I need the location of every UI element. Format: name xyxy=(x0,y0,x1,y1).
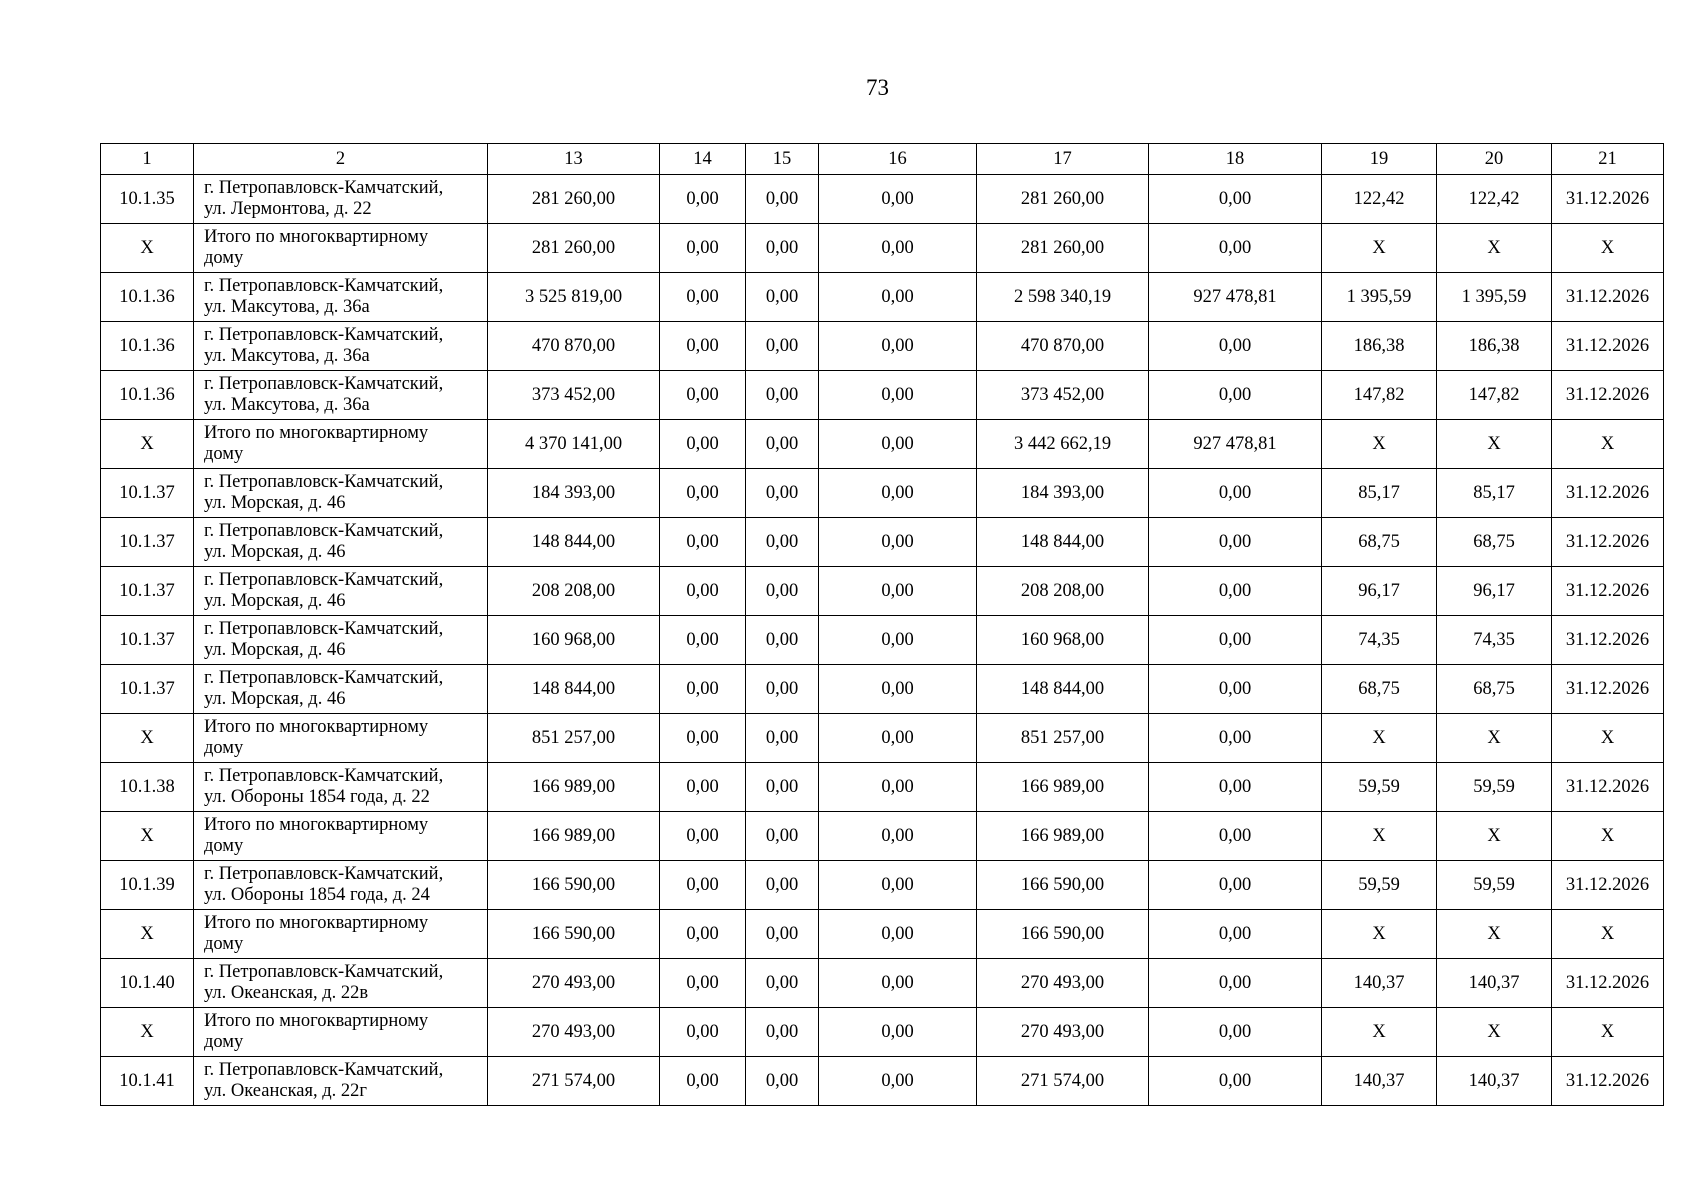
value-cell: 0,00 xyxy=(746,812,819,861)
header-row xyxy=(101,144,1664,175)
value-cell: 0,00 xyxy=(660,910,746,959)
address-line: ул. Обороны 1854 года, д. 24 xyxy=(204,885,430,905)
value-cell: 2 598 340,19 xyxy=(977,273,1149,322)
value-cell: 31.12.2026 xyxy=(1552,861,1664,910)
value-cell: 851 257,00 xyxy=(977,714,1149,763)
value-cell: Х xyxy=(1552,224,1664,273)
value-cell: Х xyxy=(1437,910,1552,959)
value-cell: Х xyxy=(1552,910,1664,959)
value-cell: 166 989,00 xyxy=(488,763,660,812)
address-cell xyxy=(194,1008,488,1057)
value-cell: 0,00 xyxy=(746,910,819,959)
address-line: г. Петропавловск-Камчатский, xyxy=(204,472,444,492)
value-cell: 0,00 xyxy=(746,224,819,273)
table-header xyxy=(101,144,1664,175)
address-line: г. Петропавловск-Камчатский, xyxy=(204,619,444,639)
address-line: г. Петропавловск-Камчатский, xyxy=(204,521,444,541)
value-cell: 96,17 xyxy=(1322,567,1437,616)
item-number-cell: 10.1.37 xyxy=(101,469,194,518)
value-cell: 0,00 xyxy=(746,273,819,322)
item-number-cell: 10.1.37 xyxy=(101,518,194,567)
table-row xyxy=(101,910,1664,959)
value-cell: 148 844,00 xyxy=(488,518,660,567)
address-cell xyxy=(194,665,488,714)
page-number: 73 xyxy=(866,75,889,100)
value-cell: 0,00 xyxy=(746,714,819,763)
value-cell: 927 478,81 xyxy=(1149,273,1322,322)
table-row xyxy=(101,861,1664,910)
value-cell: 0,00 xyxy=(1149,910,1322,959)
value-cell: 166 590,00 xyxy=(977,910,1149,959)
value-cell: 0,00 xyxy=(1149,763,1322,812)
address-line: ул. Морская, д. 46 xyxy=(204,493,346,513)
value-cell: 927 478,81 xyxy=(1149,420,1322,469)
address-line: г. Петропавловск-Камчатский, xyxy=(204,962,444,982)
address-line: г. Петропавловск-Камчатский, xyxy=(204,374,444,394)
table-row xyxy=(101,224,1664,273)
table-row xyxy=(101,273,1664,322)
value-cell: 0,00 xyxy=(746,469,819,518)
value-cell: 0,00 xyxy=(746,763,819,812)
value-cell: 184 393,00 xyxy=(977,469,1149,518)
table-row xyxy=(101,518,1664,567)
value-cell: 0,00 xyxy=(1149,1008,1322,1057)
value-cell: 166 590,00 xyxy=(977,861,1149,910)
table-row xyxy=(101,420,1664,469)
value-cell: 0,00 xyxy=(746,175,819,224)
value-cell: Х xyxy=(1322,224,1437,273)
value-cell: 0,00 xyxy=(746,1057,819,1106)
value-cell: 0,00 xyxy=(1149,567,1322,616)
value-cell: Х xyxy=(1552,714,1664,763)
address-cell xyxy=(194,567,488,616)
value-cell: 0,00 xyxy=(746,322,819,371)
value-cell: 31.12.2026 xyxy=(1552,959,1664,1008)
value-cell: 0,00 xyxy=(746,959,819,1008)
value-cell: 0,00 xyxy=(660,959,746,1008)
address-line: ул. Морская, д. 46 xyxy=(204,542,346,562)
column-header: 15 xyxy=(746,144,819,175)
table-row xyxy=(101,812,1664,861)
value-cell: 166 989,00 xyxy=(977,763,1149,812)
value-cell: 271 574,00 xyxy=(977,1057,1149,1106)
value-cell: 0,00 xyxy=(819,1008,977,1057)
value-cell: 148 844,00 xyxy=(977,665,1149,714)
address-cell xyxy=(194,714,488,763)
value-cell: 166 989,00 xyxy=(977,812,1149,861)
value-cell: 0,00 xyxy=(819,469,977,518)
value-cell: Х xyxy=(1437,224,1552,273)
value-cell: 281 260,00 xyxy=(977,224,1149,273)
table-row xyxy=(101,322,1664,371)
value-cell: 184 393,00 xyxy=(488,469,660,518)
address-cell xyxy=(194,1057,488,1106)
value-cell: 0,00 xyxy=(660,665,746,714)
value-cell: 0,00 xyxy=(819,224,977,273)
value-cell: 0,00 xyxy=(1149,175,1322,224)
value-cell: 147,82 xyxy=(1437,371,1552,420)
value-cell: 0,00 xyxy=(660,469,746,518)
value-cell: 0,00 xyxy=(1149,861,1322,910)
value-cell: 140,37 xyxy=(1437,959,1552,1008)
value-cell: 160 968,00 xyxy=(977,616,1149,665)
value-cell: 208 208,00 xyxy=(977,567,1149,616)
value-cell: 166 590,00 xyxy=(488,910,660,959)
value-cell: 0,00 xyxy=(1149,322,1322,371)
item-number-cell: Х xyxy=(101,224,194,273)
value-cell: 31.12.2026 xyxy=(1552,371,1664,420)
item-number-cell: Х xyxy=(101,714,194,763)
column-header: 16 xyxy=(819,144,977,175)
value-cell: 0,00 xyxy=(660,273,746,322)
value-cell: Х xyxy=(1552,812,1664,861)
item-number-cell: 10.1.41 xyxy=(101,1057,194,1106)
address-cell xyxy=(194,469,488,518)
value-cell: 0,00 xyxy=(660,861,746,910)
value-cell: 0,00 xyxy=(819,273,977,322)
value-cell: 68,75 xyxy=(1437,518,1552,567)
value-cell: 31.12.2026 xyxy=(1552,665,1664,714)
value-cell: 0,00 xyxy=(746,861,819,910)
item-number-cell: 10.1.37 xyxy=(101,616,194,665)
value-cell: 68,75 xyxy=(1437,665,1552,714)
value-cell: 186,38 xyxy=(1322,322,1437,371)
column-header: 13 xyxy=(488,144,660,175)
address-line: ул. Океанская, д. 22в xyxy=(204,983,369,1003)
address-cell xyxy=(194,322,488,371)
value-cell: 851 257,00 xyxy=(488,714,660,763)
address-line: ул. Максутова, д. 36а xyxy=(204,395,370,415)
value-cell: 0,00 xyxy=(1149,812,1322,861)
value-cell: 0,00 xyxy=(746,616,819,665)
value-cell: 0,00 xyxy=(746,371,819,420)
value-cell: 0,00 xyxy=(660,371,746,420)
value-cell: 166 590,00 xyxy=(488,861,660,910)
value-cell: 0,00 xyxy=(660,224,746,273)
column-header: 14 xyxy=(660,144,746,175)
address-line: дому xyxy=(204,738,244,758)
value-cell: 0,00 xyxy=(1149,469,1322,518)
value-cell: 31.12.2026 xyxy=(1552,567,1664,616)
value-cell: 0,00 xyxy=(660,175,746,224)
address-line: дому xyxy=(204,1032,244,1052)
address-line: ул. Морская, д. 46 xyxy=(204,689,346,709)
value-cell: 0,00 xyxy=(819,714,977,763)
value-cell: 140,37 xyxy=(1437,1057,1552,1106)
address-cell xyxy=(194,371,488,420)
value-cell: 186,38 xyxy=(1437,322,1552,371)
item-number-cell: 10.1.36 xyxy=(101,371,194,420)
column-header: 21 xyxy=(1552,144,1664,175)
address-line: г. Петропавловск-Камчатский, xyxy=(204,864,444,884)
address-line: ул. Максутова, д. 36а xyxy=(204,346,370,366)
address-line: г. Петропавловск-Камчатский, xyxy=(204,766,444,786)
value-cell: 122,42 xyxy=(1322,175,1437,224)
address-line: Итого по многоквартирному xyxy=(204,717,429,737)
value-cell: 0,00 xyxy=(819,959,977,1008)
table-row xyxy=(101,175,1664,224)
value-cell: 0,00 xyxy=(819,322,977,371)
value-cell: 122,42 xyxy=(1437,175,1552,224)
value-cell: 0,00 xyxy=(819,910,977,959)
table-row xyxy=(101,763,1664,812)
item-number-cell: Х xyxy=(101,812,194,861)
value-cell: 0,00 xyxy=(660,714,746,763)
value-cell: 281 260,00 xyxy=(488,224,660,273)
value-cell: 0,00 xyxy=(819,763,977,812)
address-line: ул. Лермонтова, д. 22 xyxy=(204,199,372,219)
value-cell: 140,37 xyxy=(1322,959,1437,1008)
value-cell: Х xyxy=(1437,1008,1552,1057)
data-table xyxy=(100,143,1664,1106)
table-row xyxy=(101,665,1664,714)
address-line: г. Петропавловск-Камчатский, xyxy=(204,668,444,688)
value-cell: 31.12.2026 xyxy=(1552,763,1664,812)
value-cell: 85,17 xyxy=(1322,469,1437,518)
value-cell: 0,00 xyxy=(819,175,977,224)
value-cell: 0,00 xyxy=(819,665,977,714)
address-cell xyxy=(194,861,488,910)
value-cell: 470 870,00 xyxy=(977,322,1149,371)
value-cell: 59,59 xyxy=(1322,861,1437,910)
table-row xyxy=(101,1008,1664,1057)
value-cell: 31.12.2026 xyxy=(1552,322,1664,371)
value-cell: 148 844,00 xyxy=(488,665,660,714)
value-cell: 0,00 xyxy=(819,518,977,567)
value-cell: 208 208,00 xyxy=(488,567,660,616)
value-cell: 281 260,00 xyxy=(488,175,660,224)
item-number-cell: 10.1.35 xyxy=(101,175,194,224)
address-line: дому xyxy=(204,248,244,268)
value-cell: Х xyxy=(1322,714,1437,763)
address-cell xyxy=(194,910,488,959)
value-cell: 0,00 xyxy=(1149,371,1322,420)
column-header: 19 xyxy=(1322,144,1437,175)
value-cell: 68,75 xyxy=(1322,518,1437,567)
item-number-cell: 10.1.40 xyxy=(101,959,194,1008)
value-cell: 270 493,00 xyxy=(977,959,1149,1008)
value-cell: 31.12.2026 xyxy=(1552,1057,1664,1106)
address-line: г. Петропавловск-Камчатский, xyxy=(204,178,444,198)
value-cell: 4 370 141,00 xyxy=(488,420,660,469)
value-cell: 166 989,00 xyxy=(488,812,660,861)
value-cell: 271 574,00 xyxy=(488,1057,660,1106)
table-row xyxy=(101,959,1664,1008)
column-header: 20 xyxy=(1437,144,1552,175)
value-cell: 0,00 xyxy=(746,420,819,469)
address-cell xyxy=(194,616,488,665)
value-cell: 3 442 662,19 xyxy=(977,420,1149,469)
value-cell: 373 452,00 xyxy=(488,371,660,420)
value-cell: 0,00 xyxy=(819,420,977,469)
value-cell: 140,37 xyxy=(1322,1057,1437,1106)
value-cell: 160 968,00 xyxy=(488,616,660,665)
address-cell xyxy=(194,420,488,469)
address-line: ул. Морская, д. 46 xyxy=(204,640,346,660)
value-cell: 59,59 xyxy=(1437,763,1552,812)
table-row xyxy=(101,567,1664,616)
address-cell xyxy=(194,273,488,322)
value-cell: 0,00 xyxy=(819,371,977,420)
address-line: дому xyxy=(204,836,244,856)
value-cell: Х xyxy=(1322,910,1437,959)
address-cell xyxy=(194,175,488,224)
value-cell: Х xyxy=(1437,812,1552,861)
table-row xyxy=(101,371,1664,420)
value-cell: 31.12.2026 xyxy=(1552,273,1664,322)
item-number-cell: Х xyxy=(101,1008,194,1057)
value-cell: 0,00 xyxy=(660,763,746,812)
value-cell: 0,00 xyxy=(1149,665,1322,714)
value-cell: 0,00 xyxy=(1149,1057,1322,1106)
column-header: 18 xyxy=(1149,144,1322,175)
value-cell: 0,00 xyxy=(660,567,746,616)
value-cell: 270 493,00 xyxy=(977,1008,1149,1057)
value-cell: 0,00 xyxy=(746,518,819,567)
value-cell: 0,00 xyxy=(660,1057,746,1106)
value-cell: 0,00 xyxy=(819,812,977,861)
item-number-cell: 10.1.36 xyxy=(101,322,194,371)
table-row xyxy=(101,469,1664,518)
value-cell: 74,35 xyxy=(1322,616,1437,665)
table-row xyxy=(101,1057,1664,1106)
value-cell: 0,00 xyxy=(819,567,977,616)
item-number-cell: Х xyxy=(101,910,194,959)
value-cell: 0,00 xyxy=(660,616,746,665)
address-line: ул. Максутова, д. 36а xyxy=(204,297,370,317)
value-cell: 0,00 xyxy=(1149,616,1322,665)
value-cell: 281 260,00 xyxy=(977,175,1149,224)
item-number-cell: 10.1.39 xyxy=(101,861,194,910)
value-cell: 3 525 819,00 xyxy=(488,273,660,322)
item-number-cell: 10.1.36 xyxy=(101,273,194,322)
value-cell: 0,00 xyxy=(660,1008,746,1057)
value-cell: 148 844,00 xyxy=(977,518,1149,567)
value-cell: 31.12.2026 xyxy=(1552,616,1664,665)
value-cell: 31.12.2026 xyxy=(1552,469,1664,518)
value-cell: 373 452,00 xyxy=(977,371,1149,420)
address-line: г. Петропавловск-Камчатский, xyxy=(204,1060,444,1080)
value-cell: Х xyxy=(1322,812,1437,861)
value-cell: 0,00 xyxy=(660,518,746,567)
value-cell: 0,00 xyxy=(746,567,819,616)
value-cell: Х xyxy=(1552,420,1664,469)
value-cell: 0,00 xyxy=(1149,518,1322,567)
value-cell: 470 870,00 xyxy=(488,322,660,371)
value-cell: 59,59 xyxy=(1437,861,1552,910)
value-cell: Х xyxy=(1552,1008,1664,1057)
address-line: Итого по многоквартирному xyxy=(204,815,429,835)
value-cell: 0,00 xyxy=(819,616,977,665)
address-line: Итого по многоквартирному xyxy=(204,227,429,247)
value-cell: 0,00 xyxy=(1149,714,1322,763)
address-line: дому xyxy=(204,444,244,464)
column-header: 2 xyxy=(194,144,488,175)
address-line: дому xyxy=(204,934,244,954)
item-number-cell: 10.1.38 xyxy=(101,763,194,812)
value-cell: 59,59 xyxy=(1322,763,1437,812)
value-cell: 68,75 xyxy=(1322,665,1437,714)
address-line: Итого по многоквартирному xyxy=(204,913,429,933)
address-line: ул. Обороны 1854 года, д. 22 xyxy=(204,787,430,807)
value-cell: 85,17 xyxy=(1437,469,1552,518)
value-cell: 74,35 xyxy=(1437,616,1552,665)
address-line: г. Петропавловск-Камчатский, xyxy=(204,276,444,296)
value-cell: 270 493,00 xyxy=(488,1008,660,1057)
value-cell: Х xyxy=(1322,420,1437,469)
value-cell: 270 493,00 xyxy=(488,959,660,1008)
address-cell xyxy=(194,812,488,861)
address-cell xyxy=(194,959,488,1008)
address-cell xyxy=(194,518,488,567)
table-body xyxy=(101,175,1664,1106)
value-cell: 31.12.2026 xyxy=(1552,518,1664,567)
address-line: ул. Морская, д. 46 xyxy=(204,591,346,611)
value-cell: Х xyxy=(1322,1008,1437,1057)
value-cell: Х xyxy=(1437,714,1552,763)
value-cell: 0,00 xyxy=(819,1057,977,1106)
value-cell: 0,00 xyxy=(660,420,746,469)
table-row xyxy=(101,714,1664,763)
column-header: 1 xyxy=(101,144,194,175)
value-cell: 0,00 xyxy=(746,1008,819,1057)
item-number-cell: 10.1.37 xyxy=(101,567,194,616)
address-line: Итого по многоквартирному xyxy=(204,1011,429,1031)
value-cell: 147,82 xyxy=(1322,371,1437,420)
value-cell: 31.12.2026 xyxy=(1552,175,1664,224)
value-cell: 0,00 xyxy=(660,812,746,861)
value-cell: 1 395,59 xyxy=(1322,273,1437,322)
value-cell: Х xyxy=(1437,420,1552,469)
value-cell: 0,00 xyxy=(1149,224,1322,273)
value-cell: 1 395,59 xyxy=(1437,273,1552,322)
address-cell xyxy=(194,224,488,273)
address-line: г. Петропавловск-Камчатский, xyxy=(204,570,444,590)
value-cell: 0,00 xyxy=(1149,959,1322,1008)
item-number-cell: 10.1.37 xyxy=(101,665,194,714)
table-row xyxy=(101,616,1664,665)
column-header: 17 xyxy=(977,144,1149,175)
address-line: г. Петропавловск-Камчатский, xyxy=(204,325,444,345)
item-number-cell: Х xyxy=(101,420,194,469)
value-cell: 0,00 xyxy=(660,322,746,371)
value-cell: 0,00 xyxy=(819,861,977,910)
value-cell: 96,17 xyxy=(1437,567,1552,616)
address-line: Итого по многоквартирному xyxy=(204,423,429,443)
address-line: ул. Океанская, д. 22г xyxy=(204,1081,367,1101)
value-cell: 0,00 xyxy=(746,665,819,714)
address-cell xyxy=(194,763,488,812)
